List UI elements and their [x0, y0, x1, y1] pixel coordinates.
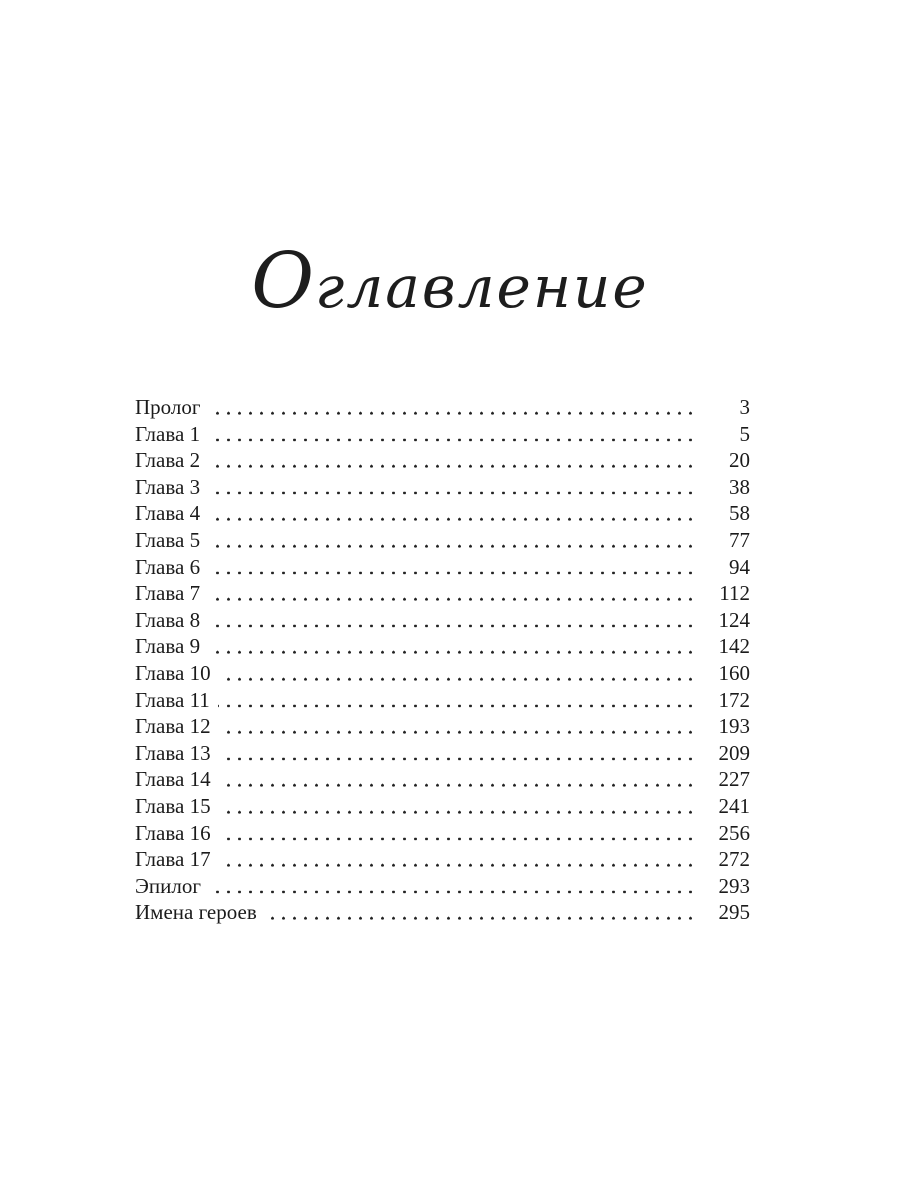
toc-entry	[135, 740, 750, 767]
toc-entry-label: Глава 10	[135, 660, 219, 687]
toc-entry-page-number: 256	[698, 820, 750, 847]
toc-entry	[135, 607, 750, 634]
toc-entry-label: Эпилог	[135, 873, 209, 900]
toc-entry	[135, 421, 750, 448]
toc-entry-label: Глава 4	[135, 500, 208, 527]
toc-entry-page-number: 124	[698, 607, 750, 634]
toc-entry	[135, 846, 750, 873]
toc-entry-label: Глава 17	[135, 846, 219, 873]
toc-entry	[135, 713, 750, 740]
toc-entry-label: Глава 16	[135, 820, 219, 847]
toc-entry-label: Глава 11	[135, 687, 218, 714]
toc-entry-page-number: 3	[698, 394, 750, 421]
toc-entry	[135, 766, 750, 793]
toc-entry-label: Глава 7	[135, 580, 208, 607]
toc-entry	[135, 633, 750, 660]
toc-entry	[135, 873, 750, 900]
toc-entry-page-number: 293	[698, 873, 750, 900]
toc-entry-page-number: 227	[698, 766, 750, 793]
toc-entry-label: Глава 6	[135, 554, 208, 581]
toc-entry	[135, 394, 750, 421]
toc-entry	[135, 687, 750, 714]
toc-entry	[135, 527, 750, 554]
toc-entry-page-number: 160	[698, 660, 750, 687]
toc-entry-label: Глава 13	[135, 740, 219, 767]
toc-list	[135, 394, 750, 926]
toc-entry	[135, 899, 750, 926]
toc-entry-page-number: 112	[698, 580, 750, 607]
toc-entry-page-number: 295	[698, 899, 750, 926]
toc-entry-page-number: 142	[698, 633, 750, 660]
toc-entry	[135, 793, 750, 820]
toc-entry-label: Глава 1	[135, 421, 208, 448]
toc-entry-label: Глава 9	[135, 633, 208, 660]
page-title: Оглавление	[251, 237, 649, 326]
toc-entry-page-number: 193	[698, 713, 750, 740]
toc-entry-page-number: 58	[698, 500, 750, 527]
toc-entry-label: Глава 3	[135, 474, 208, 501]
toc-entry-label: Пролог	[135, 394, 208, 421]
toc-entry	[135, 447, 750, 474]
toc-entry	[135, 580, 750, 607]
toc-entry-page-number: 209	[698, 740, 750, 767]
toc-entry-label: Глава 15	[135, 793, 219, 820]
toc-entry-page-number: 38	[698, 474, 750, 501]
toc-entry-label: Глава 14	[135, 766, 219, 793]
toc-entry	[135, 554, 750, 581]
toc-entry	[135, 500, 750, 527]
toc-entry	[135, 820, 750, 847]
toc-entry-label: Имена героев	[135, 899, 265, 926]
toc-entry	[135, 660, 750, 687]
toc-entry-page-number: 20	[698, 447, 750, 474]
toc-entry-page-number: 94	[698, 554, 750, 581]
toc-entry-page-number: 272	[698, 846, 750, 873]
toc-entry-label: Глава 2	[135, 447, 208, 474]
toc-entry-label: Глава 5	[135, 527, 208, 554]
toc-entry-page-number: 241	[698, 793, 750, 820]
toc-entry	[135, 474, 750, 501]
toc-entry-label: Глава 12	[135, 713, 219, 740]
toc-entry-page-number: 5	[698, 421, 750, 448]
toc-entry-page-number: 172	[698, 687, 750, 714]
toc-entry-page-number: 77	[698, 527, 750, 554]
toc-entry-label: Глава 8	[135, 607, 208, 634]
